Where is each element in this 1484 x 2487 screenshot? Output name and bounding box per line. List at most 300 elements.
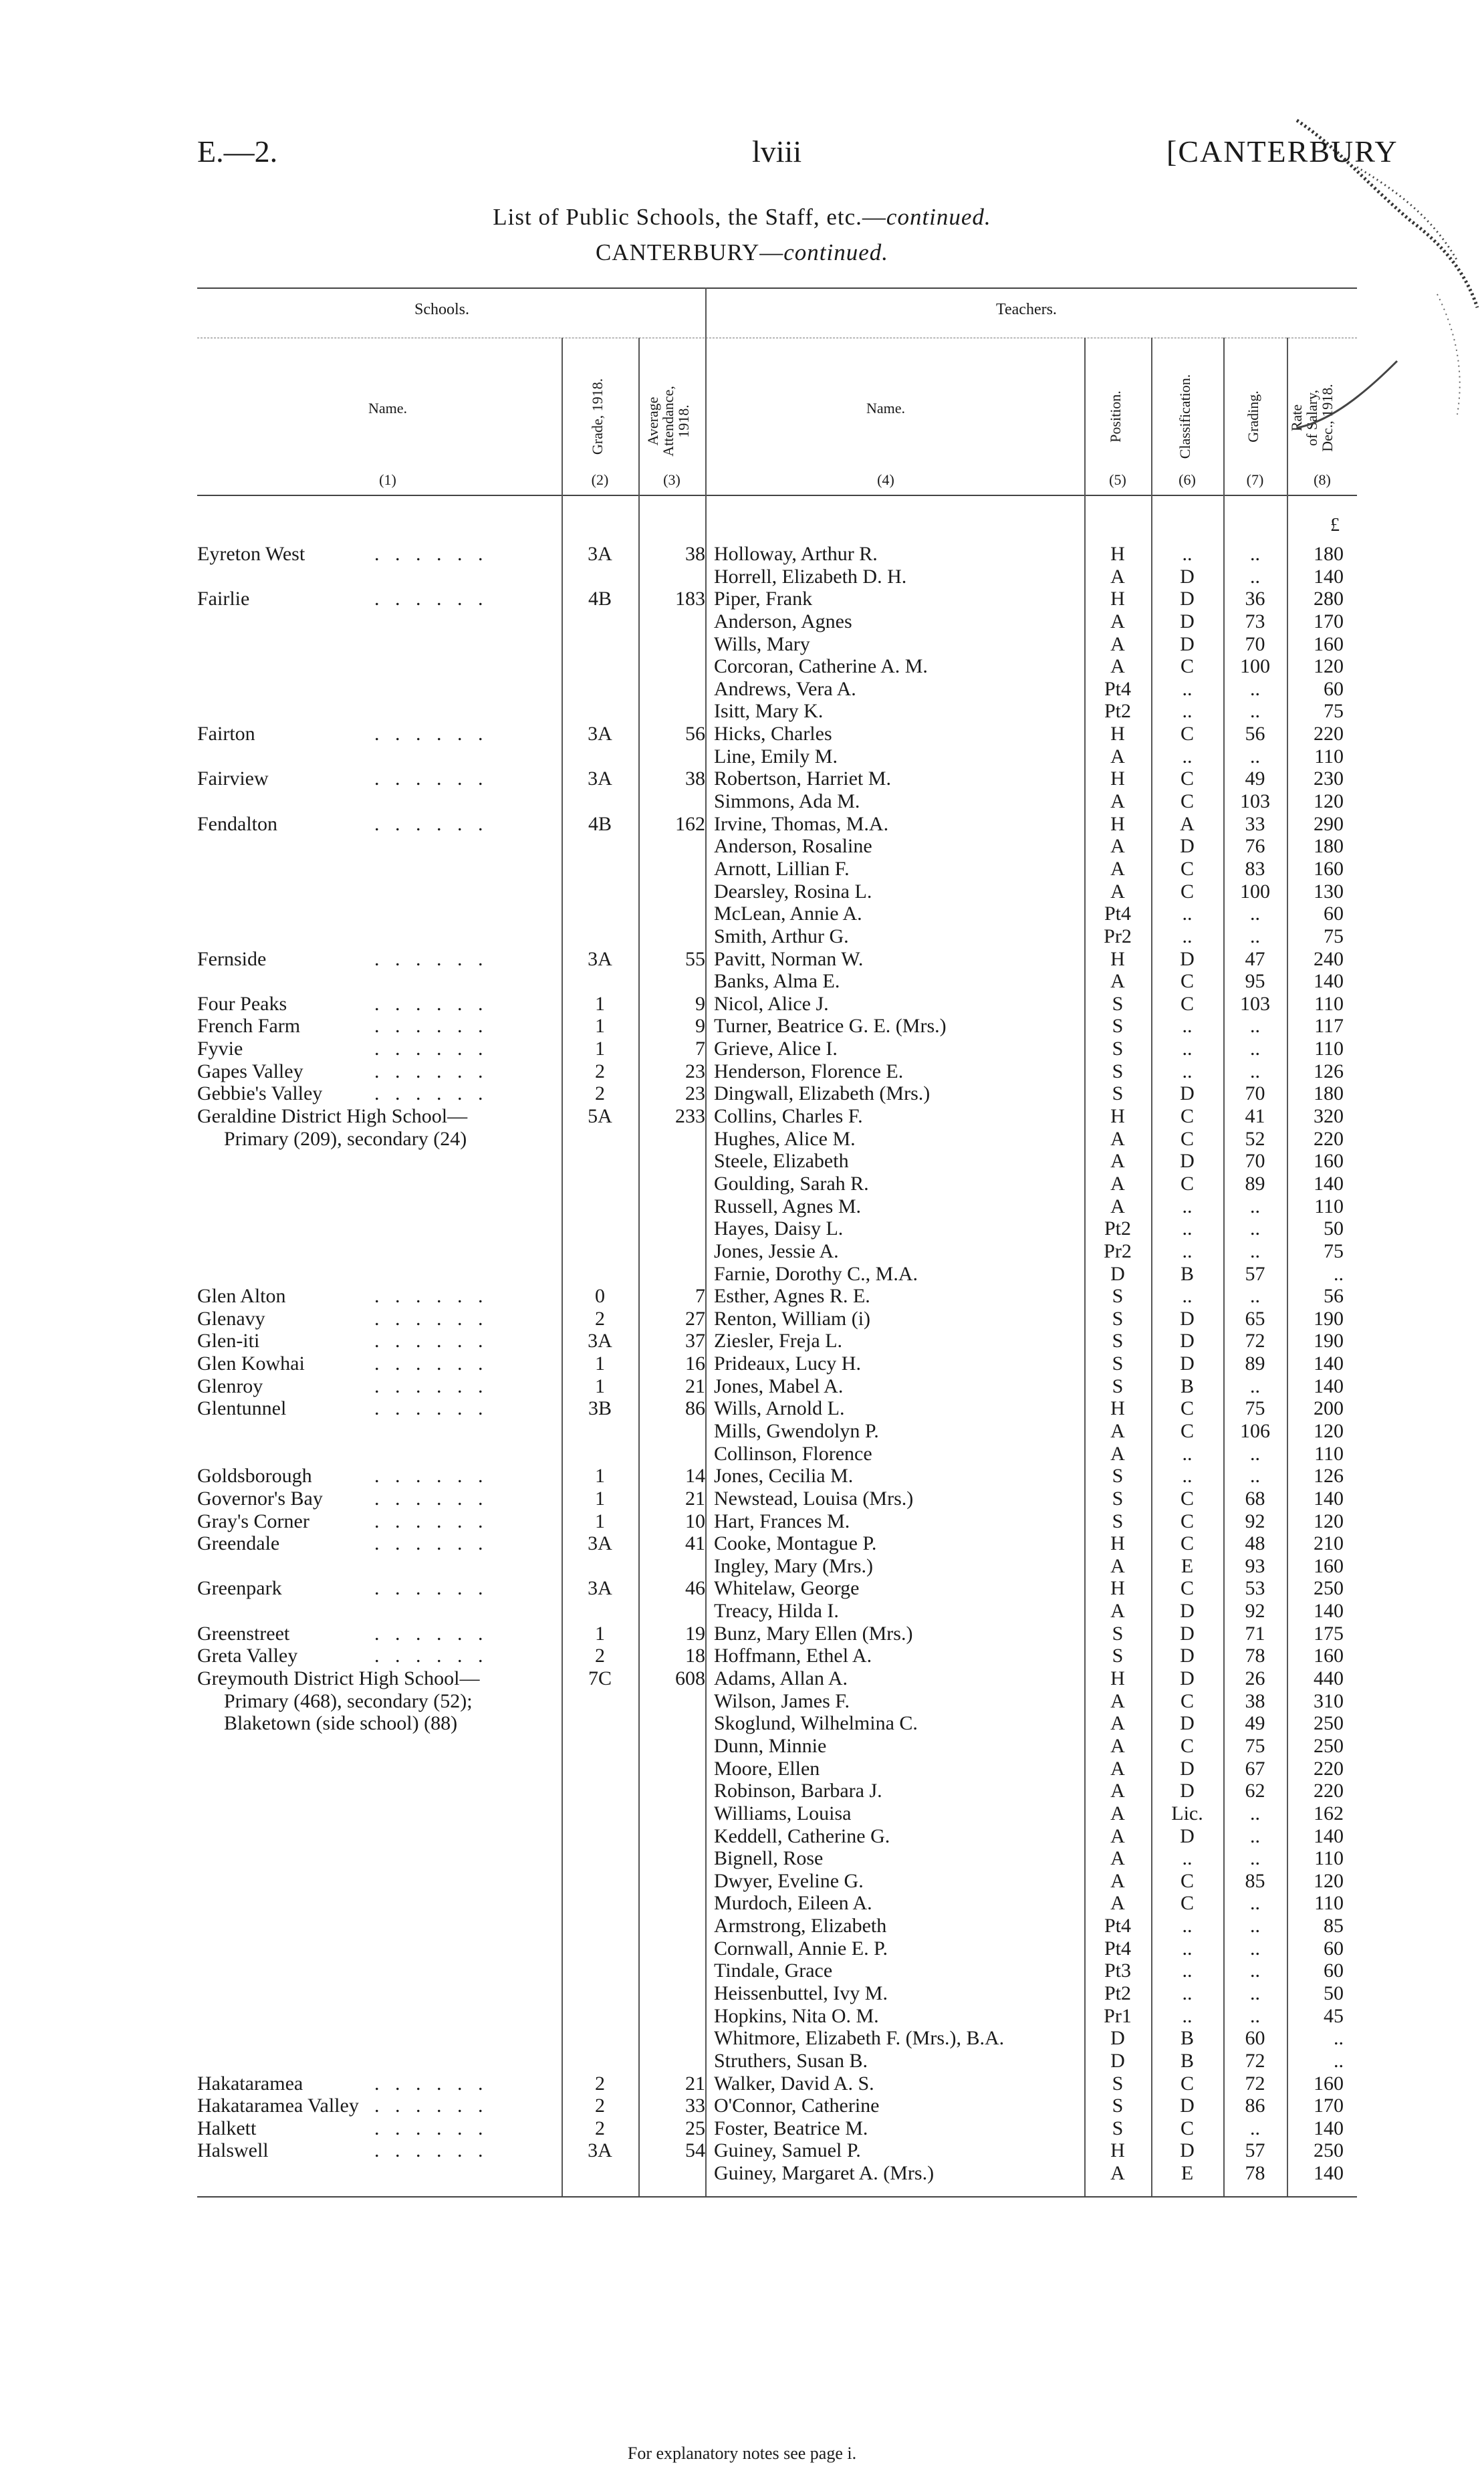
average-attendance: 14: [685, 1465, 705, 1488]
teacher-grading: 89: [1245, 1172, 1265, 1195]
teacher-name: Line, Emily M.: [714, 745, 838, 767]
region-header: [CANTERBURY: [1166, 134, 1398, 168]
table-row: [0, 1600, 1484, 1623]
school-name: Fernside: [197, 947, 267, 970]
teacher-grading: 47: [1245, 947, 1265, 970]
average-attendance: 183: [675, 588, 705, 610]
teacher-classification: C: [1180, 2117, 1194, 2139]
school-grade: 3A: [588, 543, 612, 565]
school-grade: 4B: [588, 588, 612, 610]
teacher-position: S: [1112, 2117, 1124, 2139]
teacher-position: Pt3: [1104, 1960, 1132, 1982]
table-row: [0, 1375, 1484, 1398]
salary-rate: 110: [1314, 1847, 1344, 1870]
school-grade: 1: [595, 1038, 605, 1060]
table-row: [0, 2117, 1484, 2140]
average-attendance: 7: [695, 1038, 705, 1060]
table-row: [0, 1217, 1484, 1240]
teacher-grading: ..: [1250, 2117, 1260, 2139]
teacher-name: Anderson, Rosaline: [714, 835, 872, 858]
ink-stain-mark: [1257, 107, 1484, 455]
teacher-classification: C: [1180, 1105, 1194, 1128]
teacher-grading: 67: [1245, 1757, 1265, 1780]
teacher-name: Grieve, Alice I.: [714, 1038, 838, 1060]
teacher-name: Guiney, Samuel P.: [714, 2139, 861, 2162]
teacher-classification: D: [1180, 610, 1195, 632]
teacher-name: Horrell, Elizabeth D. H.: [714, 565, 907, 588]
school-grade: 3A: [588, 1577, 612, 1600]
teacher-position: Pt4: [1104, 1915, 1132, 1937]
school-name: Governor's Bay: [197, 1487, 323, 1510]
school-name: Gray's Corner: [197, 1510, 310, 1532]
salary-rate: 45: [1324, 2004, 1344, 2027]
school-name: Glen Alton: [197, 1285, 286, 1308]
table-row: [0, 1667, 1484, 1690]
salary-rate: 140: [1314, 1600, 1344, 1623]
table-row: [0, 2095, 1484, 2117]
average-attendance: 19: [685, 1622, 705, 1645]
salary-rate: 140: [1314, 2117, 1344, 2139]
salary-rate: 190: [1314, 1307, 1344, 1330]
teacher-position: H: [1110, 1105, 1125, 1128]
school-grade: 2: [595, 1060, 605, 1082]
salary-rate: 320: [1314, 1105, 1344, 1128]
teacher-classification: D: [1180, 1600, 1195, 1623]
leader-dots: . . . . . .: [374, 588, 489, 610]
teacher-classification: C: [1180, 655, 1194, 678]
teacher-classification: ..: [1182, 1038, 1193, 1060]
teacher-name: Mills, Gwendolyn P.: [714, 1419, 879, 1442]
school-grade: 1: [595, 1352, 605, 1375]
teacher-position: A: [1110, 1600, 1125, 1623]
salary-rate: 290: [1314, 812, 1344, 835]
school-name: Eyreton West: [197, 543, 305, 565]
salary-rate: 110: [1314, 992, 1344, 1015]
teacher-position: A: [1110, 632, 1125, 655]
school-grade: 0: [595, 1285, 605, 1308]
school-name: Gapes Valley: [197, 1060, 303, 1082]
teacher-position: A: [1110, 1734, 1125, 1757]
teacher-name: Hughes, Alice M.: [714, 1127, 856, 1150]
leader-dots: . . . . . .: [374, 1375, 489, 1397]
teacher-position: A: [1110, 1802, 1125, 1824]
average-attendance: 16: [685, 1352, 705, 1375]
teacher-name: Hicks, Charles: [714, 723, 832, 745]
teacher-grading: ..: [1250, 1937, 1260, 1960]
table-row: [0, 835, 1484, 858]
teacher-classification: B: [1180, 1375, 1194, 1397]
teacher-position: S: [1112, 1465, 1124, 1488]
table-row: [0, 1780, 1484, 1802]
school-grade: 3A: [588, 1532, 612, 1555]
table-bottom-rule: [197, 2196, 1357, 2198]
salary-rate: 180: [1314, 835, 1344, 858]
leader-dots: . . . . . .: [374, 1038, 489, 1060]
teacher-name: Dingwall, Elizabeth (Mrs.): [714, 1082, 931, 1105]
salary-rate: 110: [1314, 1038, 1344, 1060]
table-row: [0, 1465, 1484, 1488]
salary-rate: 190: [1314, 1330, 1344, 1352]
teacher-classification: C: [1180, 723, 1194, 745]
leader-dots: . . . . . .: [374, 1285, 489, 1308]
teacher-classification: C: [1180, 767, 1194, 790]
table-row: [0, 993, 1484, 1016]
teacher-name: Renton, William (i): [714, 1307, 871, 1330]
teacher-name: Steele, Elizabeth: [714, 1150, 849, 1173]
average-attendance: 608: [675, 1667, 705, 1690]
table-row: [0, 948, 1484, 971]
column-number: (8): [1314, 471, 1331, 488]
teacher-position: H: [1110, 2139, 1125, 2162]
teacher-classification: ..: [1182, 903, 1193, 925]
teacher-classification: ..: [1182, 700, 1193, 723]
average-attendance: 7: [695, 1285, 705, 1308]
teacher-classification: ..: [1182, 2004, 1193, 2027]
salary-rate: 220: [1314, 723, 1344, 745]
footnote: For explanatory notes see page i.: [627, 2444, 857, 2463]
school-grade: 2: [595, 1307, 605, 1330]
salary-rate: 75: [1324, 1239, 1344, 1262]
table-row: [0, 1825, 1484, 1848]
teacher-grading: 71: [1245, 1622, 1265, 1645]
teacher-position: A: [1110, 1554, 1125, 1577]
teacher-position: A: [1110, 1195, 1125, 1217]
teacher-classification: C: [1180, 1689, 1194, 1712]
teacher-grading: ..: [1250, 1375, 1260, 1397]
teacher-name: Ingley, Mary (Mrs.): [714, 1554, 873, 1577]
teacher-grading: ..: [1250, 1892, 1260, 1915]
teacher-classification: ..: [1182, 1847, 1193, 1870]
teacher-name: Armstrong, Elizabeth: [714, 1915, 887, 1937]
average-attendance: 55: [685, 947, 705, 970]
table-row: [0, 1555, 1484, 1578]
teacher-classification: D: [1180, 632, 1195, 655]
teacher-name: Holloway, Arthur R.: [714, 543, 878, 565]
average-attendance: 56: [685, 723, 705, 745]
teacher-classification: D: [1180, 1307, 1195, 1330]
teacher-position: Pr2: [1104, 925, 1132, 947]
average-attendance: 27: [685, 1307, 705, 1330]
table-row: [0, 610, 1484, 633]
grade-header: Grade, 1918.: [589, 378, 606, 455]
school-grade: 1: [595, 992, 605, 1015]
salary-rate: 180: [1314, 543, 1344, 565]
teacher-name: Esther, Agnes R. E.: [714, 1285, 870, 1308]
average-attendance: 46: [685, 1577, 705, 1600]
school-name: Greta Valley: [197, 1645, 298, 1667]
teacher-position: S: [1112, 2095, 1124, 2117]
school-grade: 3A: [588, 723, 612, 745]
teacher-classification: C: [1180, 1127, 1194, 1150]
teacher-grading: ..: [1250, 1824, 1260, 1847]
salary-rate: 120: [1314, 655, 1344, 678]
teacher-position: H: [1110, 767, 1125, 790]
average-attendance: 233: [675, 1105, 705, 1128]
leader-dots: . . . . . .: [374, 1015, 489, 1038]
teacher-position: S: [1112, 992, 1124, 1015]
salary-rate: 220: [1314, 1127, 1344, 1150]
salary-rate: 250: [1314, 1577, 1344, 1600]
teacher-grading: 62: [1245, 1780, 1265, 1802]
teacher-classification: E: [1181, 1554, 1194, 1577]
teacher-position: S: [1112, 1307, 1124, 1330]
salary-rate: 310: [1314, 1689, 1344, 1712]
table-row: [0, 1847, 1484, 1870]
teacher-grading: ..: [1250, 700, 1260, 723]
teacher-name: Whitmore, Elizabeth F. (Mrs.), B.A.: [714, 2027, 1005, 2050]
leader-dots: . . . . . .: [374, 1622, 489, 1645]
salary-rate: 140: [1314, 1824, 1344, 1847]
teacher-classification: D: [1180, 1667, 1195, 1690]
teacher-grading: 57: [1245, 2139, 1265, 2162]
table-row: [0, 1150, 1484, 1173]
teacher-position: A: [1110, 857, 1125, 880]
teacher-position: A: [1110, 1419, 1125, 1442]
table-row: [0, 588, 1484, 610]
teacher-position: A: [1110, 655, 1125, 678]
teacher-name: Guiney, Margaret A. (Mrs.): [714, 2162, 935, 2185]
leader-dots: . . . . . .: [374, 1330, 489, 1352]
page-code: E.—2.: [197, 134, 278, 168]
teacher-name: Wills, Arnold L.: [714, 1397, 845, 1420]
teacher-classification: C: [1180, 857, 1194, 880]
teacher-classification: D: [1180, 1622, 1195, 1645]
teacher-position: S: [1112, 2072, 1124, 2095]
teacher-name: Bunz, Mary Ellen (Mrs.): [714, 1622, 913, 1645]
teacher-grading: 72: [1245, 2049, 1265, 2072]
table-top-rule: [197, 287, 1357, 289]
teacher-name: Adams, Allan A.: [714, 1667, 848, 1690]
teacher-position: A: [1110, 565, 1125, 588]
teacher-grading: 36: [1245, 588, 1265, 610]
teacher-position: H: [1110, 1667, 1125, 1690]
table-row: [0, 970, 1484, 993]
table-row: [0, 2050, 1484, 2072]
teacher-grading: 95: [1245, 970, 1265, 993]
teacher-grading: 75: [1245, 1397, 1265, 1420]
teacher-grading: ..: [1250, 1285, 1260, 1308]
teacher-position: S: [1112, 1330, 1124, 1352]
teacher-grading: 78: [1245, 2162, 1265, 2185]
teacher-name: Corcoran, Catherine A. M.: [714, 655, 928, 678]
average-attendance: 54: [685, 2139, 705, 2162]
teacher-grading: 83: [1245, 857, 1265, 880]
teacher-classification: ..: [1182, 1937, 1193, 1960]
salary-rate: 170: [1314, 610, 1344, 632]
teacher-grading: 106: [1240, 1419, 1270, 1442]
salary-rate: 120: [1314, 1869, 1344, 1892]
teacher-grading: ..: [1250, 1802, 1260, 1824]
teacher-name: Whitelaw, George: [714, 1577, 860, 1600]
teacher-name: Dearsley, Rosina L.: [714, 880, 872, 903]
salary-rate: 210: [1314, 1532, 1344, 1555]
table-row: [0, 767, 1484, 790]
teacher-grading: 72: [1245, 2072, 1265, 2095]
teacher-classification: C: [1180, 1892, 1194, 1915]
teacher-grading: ..: [1250, 677, 1260, 700]
school-grade: 2: [595, 1082, 605, 1105]
school-name: Fairton: [197, 723, 255, 745]
teacher-grading: 56: [1245, 723, 1265, 745]
teacher-position: Pt2: [1104, 1982, 1132, 2004]
leader-dots: . . . . . .: [374, 1397, 489, 1420]
teacher-classification: D: [1180, 2095, 1195, 2117]
table-row: [0, 1712, 1484, 1735]
teacher-classification: C: [1180, 2072, 1194, 2095]
average-attendance: 37: [685, 1330, 705, 1352]
salary-rate: 120: [1314, 790, 1344, 813]
teacher-classification: ..: [1182, 925, 1193, 947]
leader-dots: . . . . . .: [374, 2095, 489, 2117]
table-row: [0, 1038, 1484, 1060]
leader-dots: . . . . . .: [374, 1645, 489, 1667]
teacher-position: S: [1112, 1082, 1124, 1105]
teacher-position: H: [1110, 723, 1125, 745]
average-attendance: 41: [685, 1532, 705, 1555]
column-number: (4): [877, 471, 894, 488]
teacher-name: McLean, Annie A.: [714, 903, 862, 925]
teacher-name: Isitt, Mary K.: [714, 700, 824, 723]
salary-rate: 220: [1314, 1780, 1344, 1802]
teacher-name: Struthers, Susan B.: [714, 2049, 868, 2072]
teacher-classification: C: [1180, 970, 1194, 993]
school-grade: 2: [595, 2072, 605, 2095]
table-row: [0, 2005, 1484, 2028]
teacher-position: A: [1110, 1757, 1125, 1780]
salary-rate: 130: [1314, 880, 1344, 903]
leader-dots: . . . . . .: [374, 723, 489, 745]
teacher-grading: 76: [1245, 835, 1265, 858]
leader-dots: . . . . . .: [374, 2139, 489, 2162]
school-grade: 4B: [588, 812, 612, 835]
table-row: [0, 1915, 1484, 1937]
school-grade: 3A: [588, 1330, 612, 1352]
school-name: Glen-iti: [197, 1330, 260, 1352]
average-attendance: 10: [685, 1510, 705, 1532]
salary-rate: 140: [1314, 1487, 1344, 1510]
average-attendance: 9: [695, 1015, 705, 1038]
table-row: [0, 1735, 1484, 1758]
teacher-grading: 93: [1245, 1554, 1265, 1577]
teacher-position: H: [1110, 947, 1125, 970]
teacher-grading: 49: [1245, 767, 1265, 790]
teacher-position: A: [1110, 1712, 1125, 1735]
table-row: [0, 858, 1484, 880]
school-name: French Farm: [197, 1015, 301, 1038]
teacher-position: S: [1112, 1510, 1124, 1532]
teacher-classification: ..: [1182, 1217, 1193, 1240]
teacher-name: Jones, Mabel A.: [714, 1375, 844, 1397]
teacher-grading: ..: [1250, 903, 1260, 925]
teacher-name: Hayes, Daisy L.: [714, 1217, 844, 1240]
teacher-grading: ..: [1250, 1465, 1260, 1488]
table-row: [0, 880, 1484, 903]
table-row: [0, 1488, 1484, 1510]
teacher-name: Cooke, Montague P.: [714, 1532, 877, 1555]
table-row: [0, 1577, 1484, 1600]
school-name: Hakataramea: [197, 2072, 303, 2095]
teacher-classification: ..: [1182, 1960, 1193, 1982]
teacher-position: A: [1110, 2162, 1125, 2185]
teachers-group-heading: Teachers.: [996, 301, 1057, 318]
leader-dots: . . . . . .: [374, 2117, 489, 2139]
teacher-grading: 38: [1245, 1689, 1265, 1712]
teacher-position: A: [1110, 1847, 1125, 1870]
position-header: Position.: [1107, 390, 1124, 443]
average-attendance: 23: [685, 1082, 705, 1105]
teacher-grading: 85: [1245, 1869, 1265, 1892]
teacher-name-header: Name.: [866, 400, 906, 417]
table-row: [0, 790, 1484, 813]
teacher-classification: ..: [1182, 1239, 1193, 1262]
school-name: Fyvie: [197, 1038, 243, 1060]
teacher-name: O'Connor, Catherine: [714, 2095, 880, 2117]
teacher-classification: D: [1180, 2139, 1195, 2162]
table-row: [0, 1510, 1484, 1533]
teacher-classification: B: [1180, 1262, 1194, 1285]
teacher-position: A: [1110, 880, 1125, 903]
teacher-classification: D: [1180, 1645, 1195, 1667]
teacher-position: A: [1110, 970, 1125, 993]
salary-rate: 180: [1314, 1082, 1344, 1105]
teacher-grading: ..: [1250, 1982, 1260, 2004]
school-grade: 1: [595, 1375, 605, 1397]
leader-dots: . . . . . .: [374, 1510, 489, 1532]
salary-rate: 250: [1314, 2139, 1344, 2162]
school-name: Greymouth District High School—: [197, 1667, 480, 1690]
teacher-grading: 57: [1245, 1262, 1265, 1285]
salary-rate: 60: [1324, 1937, 1344, 1960]
teacher-grading: 89: [1245, 1352, 1265, 1375]
teacher-classification: D: [1180, 947, 1195, 970]
salary-rate: 160: [1314, 2072, 1344, 2095]
teacher-position: A: [1110, 1689, 1125, 1712]
teacher-name: Treacy, Hilda I.: [714, 1600, 839, 1623]
teacher-name: Wills, Mary: [714, 632, 810, 655]
salary-rate: 60: [1324, 677, 1344, 700]
teacher-name: Robertson, Harriet M.: [714, 767, 891, 790]
teacher-grading: ..: [1250, 745, 1260, 767]
salary-rate: 60: [1324, 903, 1344, 925]
teacher-classification: C: [1180, 790, 1194, 813]
school-grade: 3A: [588, 947, 612, 970]
teacher-position: S: [1112, 1285, 1124, 1308]
leader-dots: . . . . . .: [374, 1082, 489, 1105]
schools-group-heading: Schools.: [414, 301, 470, 318]
school-name-header: Name.: [368, 400, 408, 417]
teacher-grading: ..: [1250, 1847, 1260, 1870]
teacher-grading: ..: [1250, 1960, 1260, 1982]
table-row: [0, 723, 1484, 745]
school-name: Greenpark: [197, 1577, 282, 1600]
teacher-grading: ..: [1250, 543, 1260, 565]
teacher-position: Pt4: [1104, 677, 1132, 700]
teacher-name: Anderson, Agnes: [714, 610, 852, 632]
salary-rate: 220: [1314, 1757, 1344, 1780]
teacher-classification: D: [1180, 1824, 1195, 1847]
teacher-grading: 65: [1245, 1307, 1265, 1330]
school-name: Four Peaks: [197, 992, 287, 1015]
currency-symbol: £: [1330, 515, 1340, 536]
teacher-name: Irvine, Thomas, M.A.: [714, 812, 889, 835]
teacher-name: Hart, Frances M.: [714, 1510, 850, 1532]
school-grade: 2: [595, 2117, 605, 2139]
teacher-classification: D: [1180, 1330, 1195, 1352]
table-row: [0, 1308, 1484, 1330]
teacher-position: H: [1110, 543, 1125, 565]
teacher-grading: 49: [1245, 1712, 1265, 1735]
table-row: [0, 1870, 1484, 1893]
